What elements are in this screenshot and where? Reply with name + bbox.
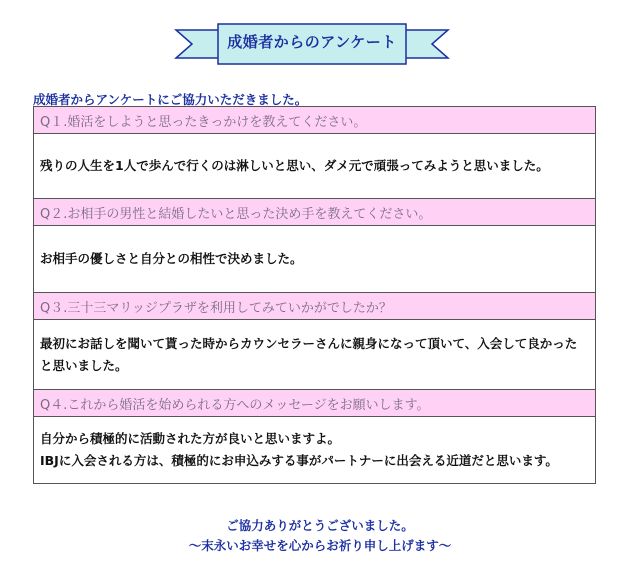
answer-4-line-1: 自分から積極的に活動された方が良いと思いますよ。	[40, 431, 341, 446]
banner-title: 成婚者からのアンケート	[227, 33, 397, 51]
answer-4	[33, 417, 596, 484]
answer-1	[33, 134, 596, 199]
answer-3-line-1: 最初にお話しを聞いて貰った時からカウンセラーさんに親身になって頂いて、入会して良かった	[40, 335, 578, 351]
answer-3	[33, 320, 596, 390]
intro-text: 成婚者からアンケートにご協力いただきました。	[33, 92, 308, 107]
answer-4-line-2: IBJに入会される方は、積極的にお申込みする事がパートナーに出会える近道だと思います。	[40, 453, 558, 468]
title-ribbon	[172, 20, 452, 68]
footer-thanks: ご協力ありがとうございました。	[226, 518, 414, 533]
footer-wish: ～末永いお幸せを心からお祈り申し上げます～	[188, 538, 452, 553]
question-1: Q１.婚活をしようと思ったきっかけを教えてください。	[33, 107, 596, 134]
answer-1-line-1: 残りの人生を1人で歩んで行くのは淋しいと思い、ダメ元で頑張ってみようと思いました。	[40, 158, 549, 173]
answer-2-line-1: お相手の優しさと自分との相性で決めました。	[40, 251, 303, 266]
answer-3-line-2: と思いました。	[40, 357, 128, 373]
question-3: Q３.三十三マリッジプラザを利用してみていかがでしたか？	[33, 293, 596, 320]
question-2: Q２.お相手の男性と結婚したいと思った決め手を教えてください。	[33, 199, 596, 226]
answer-2	[33, 226, 596, 293]
question-4: Q４.これから婚活を始められる方へのメッセージをお願いします。	[33, 390, 596, 417]
qa-table	[33, 106, 596, 484]
